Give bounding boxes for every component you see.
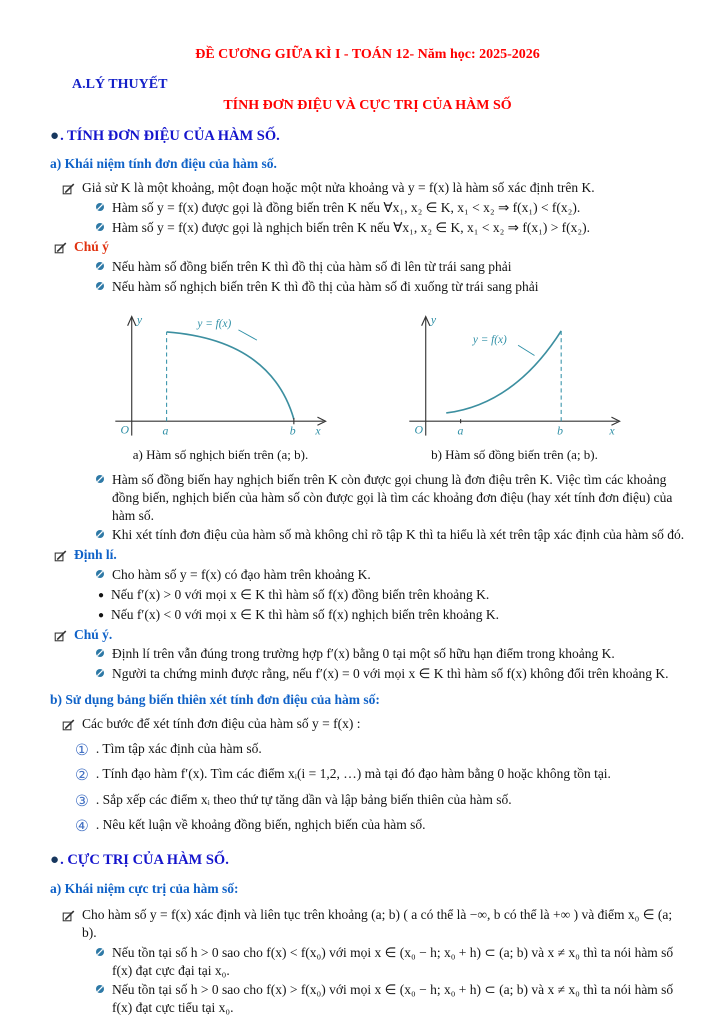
circled-number-icon: ② (75, 766, 89, 785)
pencil-box-icon (62, 182, 75, 195)
y-axis-label: y (136, 312, 142, 327)
a-label: a (162, 423, 168, 438)
dot-bullet-icon: ● (98, 609, 105, 621)
dot-bullet-icon: ● (98, 589, 105, 601)
figure-increasing (397, 306, 633, 463)
theorem-point-positive (98, 586, 685, 604)
pencil-box-icon (54, 241, 67, 254)
y-axis-label: y (430, 312, 436, 327)
circle-slash-bullet-icon (95, 984, 105, 994)
step-1-text: . Tìm tập xác định của hàm số. (95, 740, 262, 756)
step-4 (75, 816, 685, 835)
note2-constant (95, 665, 685, 683)
remark-monotone (95, 471, 685, 524)
circle-slash-bullet-icon (95, 261, 105, 271)
extrema-min-point (95, 981, 685, 1017)
definition-decreasing (95, 219, 685, 237)
theorem-point-negative-text: Nếu f′(x) < 0 với mọi x ∈ K thì hàm số f(x) nghịch biến trên khoảng K. (111, 606, 499, 622)
figure-increasing-caption: b) Hàm số đồng biến trên (a; b). (431, 446, 598, 462)
topic-title: TÍNH ĐƠN ĐIỆU VÀ CỰC TRỊ CỦA HÀM SỐ (223, 97, 512, 113)
subheading-extrema-a: a) Khái niệm cực trị của hàm số: (50, 881, 239, 897)
extrema-min-point-text: Nếu tồn tại số h > 0 sao cho f(x) > f(x₀) với mọi x ∈ (x₀ − h; x₀ + h) ⊂ (a; b) và x ≠ x₀ thì ta nói hàm số f(x) đạt cực tiểu tại x₀. (112, 982, 674, 1016)
note2-finite-zeros (95, 645, 685, 663)
circle-slash-bullet-icon (95, 529, 105, 539)
remark-domain-text: Khi xét tính đơn điệu của hàm số mà không chỉ rõ tập K thì ta hiểu là xét trên tập xác định của hàm số đó. (112, 527, 685, 543)
definition-increasing-text: Hàm số y = f(x) được gọi là đồng biến trên K nếu ∀x₁, x₂ ∈ K, x₁ < x₂ ⇒ f(x₁) < f(x₂). (112, 199, 581, 215)
pencil-box-icon (62, 718, 75, 731)
step-1 (75, 740, 685, 759)
theorem-point-positive-text: Nếu f′(x) > 0 với mọi x ∈ K thì hàm số f(x) đồng biến trên khoảng K. (111, 586, 490, 602)
theorem-point-negative (98, 606, 685, 624)
circle-slash-bullet-icon (95, 947, 105, 957)
heading-monotonicity (50, 127, 685, 147)
monotonic-intro-text: Giả sử K là một khoảng, một đoạn hoặc một nửa khoảng và y = f(x) là hàm số xác định trên K. (82, 180, 595, 196)
b-label: b (556, 423, 563, 438)
remark-monotone-text: Hàm số đồng biến hay nghịch biến trên K còn được gọi chung là đơn điệu trên K. Việc tìm các khoảng đồng biến, nghịch biến của hàm số còn được gọi là tìm các khoảng đơn điệu (hay xét tính đơn điệu) của hàm số. (112, 472, 673, 523)
curve-label: y = f(x) (196, 317, 231, 330)
heading-monotonicity-text: . TÍNH ĐƠN ĐIỆU CỦA HÀM SỐ. (60, 128, 280, 145)
heading-extrema-text: . CỰC TRỊ CỦA HÀM SỐ. (60, 851, 229, 868)
definition-decreasing-text: Hàm số y = f(x) được gọi là nghịch biến trên K nếu ∀x₁, x₂ ∈ K, x₁ < x₂ ⇒ f(x₁) > f(x₂). (112, 219, 590, 235)
theorem-label: Định lí. (74, 547, 117, 563)
section-dot-icon: ● (50, 851, 60, 868)
note-increasing-text: Nếu hàm số đồng biến trên K thì đồ thị của hàm số đi lên từ trái sang phải (112, 259, 512, 275)
curve-label: y = f(x) (472, 334, 507, 347)
note2-row (54, 626, 685, 644)
steps-intro-text: Các bước để xét tính đơn điệu của hàm số y = f(x) : (82, 715, 361, 731)
extrema-intro-row (62, 906, 685, 942)
step-2-text: . Tính đạo hàm f′(x). Tìm các điểm xᵢ(i = 1,2, …) mà tại đó đạo hàm bằng 0 hoặc không tồn tại. (95, 766, 611, 782)
theorem-row (54, 546, 685, 564)
theorem-intro-text: Cho hàm số y = f(x) có đạo hàm trên khoảng K. (112, 567, 371, 583)
circled-number-icon: ① (75, 740, 89, 759)
figure-decreasing (103, 306, 339, 463)
monotonic-intro-row (62, 179, 685, 197)
pencil-box-icon (54, 549, 67, 562)
step-3-text: . Sắp xếp các điểm xᵢ theo thứ tự tăng dần và lập bảng biến thiên của hàm số. (95, 791, 512, 807)
note2-label: Chú ý. (74, 626, 113, 642)
note-increasing (95, 258, 685, 276)
circle-slash-bullet-icon (95, 648, 105, 658)
remark-domain (95, 526, 685, 544)
pencil-box-icon (54, 629, 67, 642)
note2-finite-zeros-text: Định lí trên vẫn đúng trong trường hợp f′(x) bằng 0 tại một số hữu hạn điểm trong khoảng K. (112, 646, 615, 662)
figure-decreasing-caption: a) Hàm số nghịch biến trên (a; b). (132, 446, 309, 462)
definition-increasing (95, 199, 685, 217)
x-axis-label: x (608, 423, 615, 438)
subheading-monotonic-a: a) Khái niệm tính đơn điệu của hàm số. (50, 156, 277, 172)
doc-title: ĐỀ CƯƠNG GIỮA KÌ I - TOÁN 12- Năm học: 2025-2026 (195, 47, 540, 62)
circled-number-icon: ④ (75, 817, 89, 836)
subheading-monotonic-b: b) Sử dụng bảng biến thiên xét tính đơn điệu của hàm số: (50, 691, 380, 707)
note-decreasing-text: Nếu hàm số nghịch biến trên K thì đồ thị của hàm số đi xuống từ trái sang phải (112, 279, 539, 295)
step-3 (75, 791, 685, 810)
pencil-box-icon (62, 909, 75, 922)
circle-slash-bullet-icon (95, 569, 105, 579)
section-a-label: A.LÝ THUYẾT (72, 77, 168, 93)
circle-slash-bullet-icon (95, 222, 105, 232)
b-label: b (289, 423, 296, 438)
note-label: Chú ý (74, 239, 109, 255)
extrema-max-point (95, 944, 685, 980)
steps-intro-row (62, 715, 685, 733)
step-4-text: . Nêu kết luận về khoảng đồng biến, nghịch biến của hàm số. (95, 817, 426, 833)
section-dot-icon: ● (50, 128, 60, 145)
x-axis-label: x (314, 423, 321, 438)
a-label: a (457, 423, 463, 438)
figures-row (50, 306, 685, 463)
note-decreasing (95, 278, 685, 296)
note-row (54, 238, 685, 256)
extrema-max-point-text: Nếu tồn tại số h > 0 sao cho f(x) < f(x₀) với mọi x ∈ (x₀ − h; x₀ + h) ⊂ (a; b) và x ≠ x₀ thì ta nói hàm số f(x) đạt cực đại tại x₀. (112, 944, 674, 978)
origin-label: O (413, 422, 423, 437)
circle-slash-bullet-icon (95, 668, 105, 678)
note2-constant-text: Người ta chứng minh được rằng, nếu f′(x) = 0 với mọi x ∈ K thì hàm số f(x) không đổi trên khoảng K. (112, 666, 669, 682)
extrema-intro-text: Cho hàm số y = f(x) xác định và liên tục trên khoảng (a; b) ( a có thể là −∞, b có thể là +∞ ) và điểm x₀ ∈ (a; b). (82, 907, 673, 941)
decreasing-function-graph (103, 306, 339, 442)
circle-slash-bullet-icon (95, 202, 105, 212)
circle-slash-bullet-icon (95, 281, 105, 291)
circled-number-icon: ③ (75, 791, 89, 810)
circle-slash-bullet-icon (95, 474, 105, 484)
heading-extrema (50, 851, 685, 871)
origin-label: O (119, 422, 129, 437)
theorem-intro (95, 566, 685, 584)
step-2 (75, 765, 685, 784)
increasing-function-graph (397, 306, 633, 442)
